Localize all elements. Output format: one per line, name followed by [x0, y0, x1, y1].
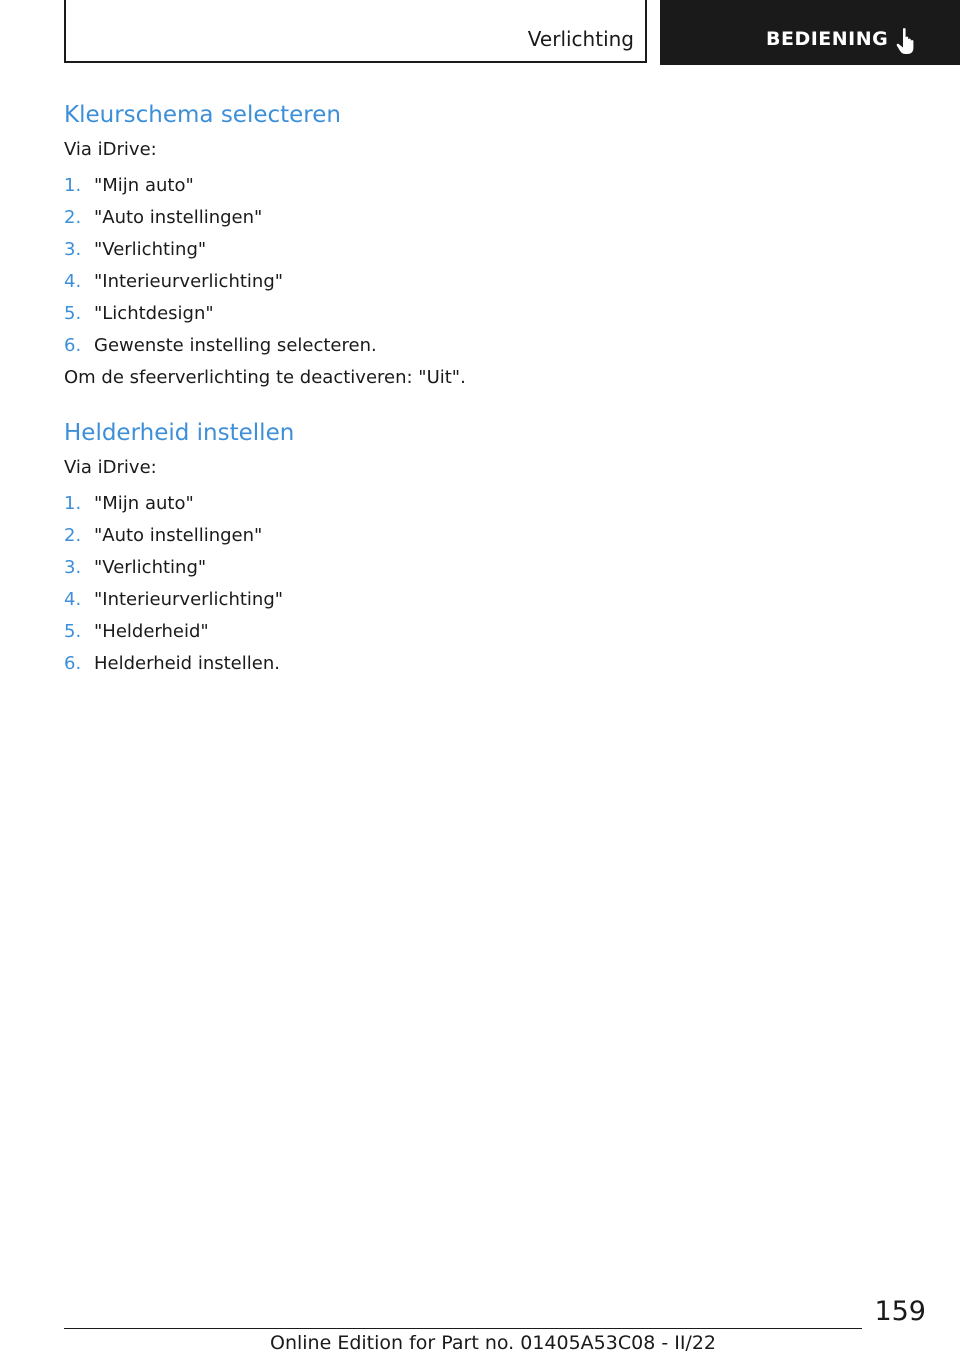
page-number: 159 [874, 1296, 926, 1327]
steps-list-helderheid [64, 488, 864, 680]
step-text: "Interieurverlichting" [94, 589, 284, 610]
step-text: "Mijn auto" [94, 175, 194, 196]
section-title-helderheid: Helderheid instellen [64, 420, 295, 446]
step-text: Gewenste instelling selecteren. [94, 335, 377, 356]
step-text: "Mijn auto" [94, 493, 194, 514]
list-item [64, 648, 864, 680]
step-number: 6. [64, 335, 82, 356]
step-number: 4. [64, 589, 82, 610]
list-item [64, 234, 864, 266]
steps-list-kleurschema [64, 170, 864, 362]
step-number: 5. [64, 621, 82, 642]
section-note: Om de sfeerverlichting te deactiveren: "Uit". [64, 367, 466, 388]
step-number: 4. [64, 271, 82, 292]
step-text: "Auto instellingen" [94, 525, 263, 546]
list-item [64, 170, 864, 202]
list-item [64, 488, 864, 520]
step-number: 1. [64, 493, 82, 514]
section-title-kleurschema: Kleurschema selecteren [64, 102, 341, 128]
list-item [64, 520, 864, 552]
header-chapter-bar [660, 0, 960, 65]
step-text: "Interieurverlichting" [94, 271, 284, 292]
step-text: "Verlichting" [94, 557, 207, 578]
step-number: 2. [64, 525, 82, 546]
step-number: 1. [64, 175, 82, 196]
pointing-hand-icon [896, 27, 918, 55]
step-number: 2. [64, 207, 82, 228]
section-intro: Via iDrive: [64, 457, 157, 478]
step-text: "Helderheid" [94, 621, 209, 642]
step-text: Helderheid instellen. [94, 653, 280, 674]
list-item [64, 330, 864, 362]
step-number: 6. [64, 653, 82, 674]
step-text: "Auto instellingen" [94, 207, 263, 228]
list-item [64, 298, 864, 330]
step-number: 3. [64, 557, 82, 578]
list-item [64, 552, 864, 584]
header-chapter-title: BEDIENING [766, 28, 889, 50]
step-text: "Verlichting" [94, 239, 207, 260]
step-number: 5. [64, 303, 82, 324]
footer-divider [64, 1328, 862, 1329]
step-text: "Lichtdesign" [94, 303, 214, 324]
list-item [64, 266, 864, 298]
list-item [64, 616, 864, 648]
header-section-title: Verlichting [527, 27, 634, 51]
section-intro: Via iDrive: [64, 139, 157, 160]
footer-edition: Online Edition for Part no. 01405A53C08 - II/22 [270, 1332, 717, 1354]
list-item [64, 584, 864, 616]
step-number: 3. [64, 239, 82, 260]
list-item [64, 202, 864, 234]
page-content [64, 98, 864, 680]
